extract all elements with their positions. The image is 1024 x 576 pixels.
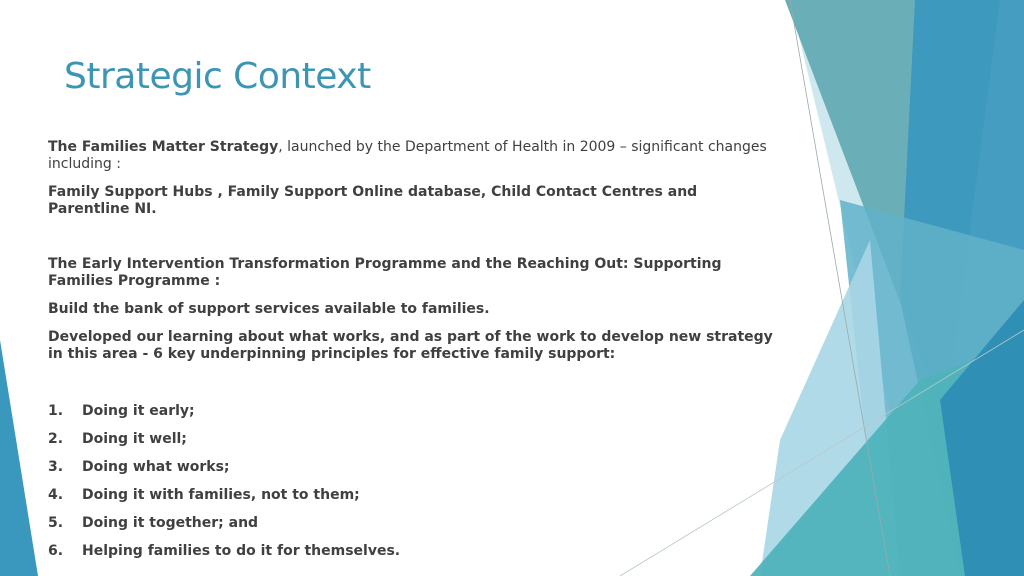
build-paragraph: Build the bank of support services available to families.: [48, 301, 490, 317]
list-item: [48, 543, 778, 571]
hubs-paragraph: Family Support Hubs , Family Support Online database, Child Contact Centres and Parentline NI.: [48, 184, 698, 217]
list-item: [48, 459, 778, 487]
principles-list: [48, 403, 778, 571]
list-number: 1.: [48, 403, 64, 419]
list-number: 4.: [48, 487, 64, 503]
list-text: Doing what works;: [82, 459, 230, 475]
list-text: Doing it early;: [82, 403, 195, 419]
intro-text: , launched by the Department of Health in 2009 – significant changes including :: [48, 139, 767, 172]
programme-paragraph: The Early Intervention Transformation Programme and the Reaching Out: Supporting Families Programme :: [48, 256, 722, 289]
list-item: [48, 403, 778, 431]
slide-title: Strategic Context: [64, 56, 371, 97]
list-number: 3.: [48, 459, 64, 475]
strategy-name: The Families Matter Strategy: [48, 139, 279, 155]
list-text: Doing it with families, not to them;: [82, 487, 360, 503]
slide-body: [48, 139, 778, 571]
list-item: [48, 515, 778, 543]
developed-paragraph: Developed our learning about what works, and as part of the work to develop new strategy in this area - 6 key underpinning principles for effective family support:: [48, 329, 773, 362]
intro-paragraph: [48, 139, 778, 173]
list-number: 6.: [48, 543, 64, 559]
list-number: 5.: [48, 515, 64, 531]
list-text: Doing it well;: [82, 431, 187, 447]
left-edge-shape: [0, 340, 38, 576]
list-text: Doing it together; and: [82, 515, 259, 531]
list-item: [48, 431, 778, 459]
list-item: [48, 487, 778, 515]
list-number: 2.: [48, 431, 64, 447]
list-text: Helping families to do it for themselves.: [82, 543, 401, 559]
